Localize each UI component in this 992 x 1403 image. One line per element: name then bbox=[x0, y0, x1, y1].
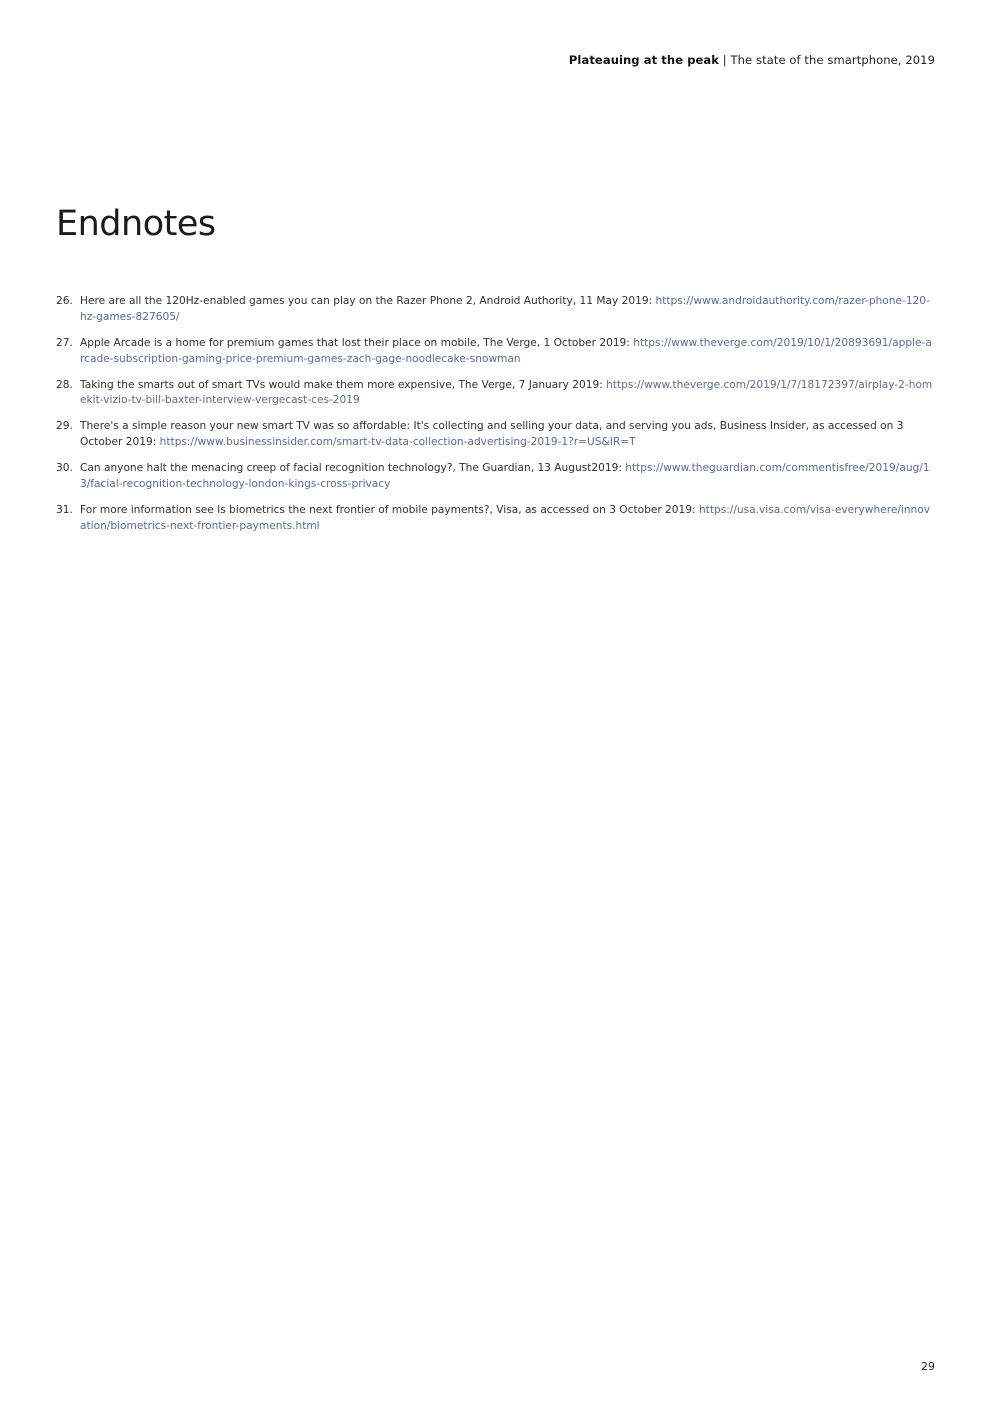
header-separator: | bbox=[719, 53, 731, 67]
endnote-text: Apple Arcade is a home for premium games that lost their place on mobile, The Verge, 1 October 2019: bbox=[80, 336, 634, 349]
endnote-link[interactable]: https://www.businessinsider.com/smart-tv-data-collection-advertising-2019-1?r=US&IR=T bbox=[159, 436, 636, 449]
endnote-text: There's a simple reason your new smart TV was so affordable: It's collecting and selling your data, and serving you ads, Business Insider, as accessed on 3 October 2019: bbox=[80, 420, 904, 449]
running-header bbox=[569, 53, 935, 67]
endnote-link[interactable]: https://usa.visa.com/visa-everywhere/innovation/biometrics-next-frontier-payments.html bbox=[80, 503, 931, 532]
endnote-item bbox=[56, 294, 936, 326]
endnotes-list bbox=[56, 294, 936, 545]
endnote-text: Taking the smarts out of smart TVs would make them more expensive, The Verge, 7 January 2019: bbox=[80, 378, 607, 391]
endnote-link[interactable]: https://www.theguardian.com/commentisfree/2019/aug/13/facial-recognition-technology-london-kings-cross-privacy bbox=[80, 462, 930, 490]
endnote-number: 26. bbox=[56, 295, 73, 307]
endnote-text: Here are all the 120Hz-enabled games you can play on the Razer Phone 2, Android Authority, 11 May 2019: bbox=[80, 295, 656, 307]
endnote-number: 30. bbox=[56, 462, 73, 475]
report-subtitle: The state of the smartphone, 2019 bbox=[730, 53, 935, 67]
endnote-item bbox=[56, 503, 936, 535]
endnote-text: Can anyone halt the menacing creep of facial recognition technology?, The Guardian, 13 August2019: bbox=[80, 462, 626, 475]
endnote-item bbox=[56, 378, 936, 410]
endnote-item bbox=[56, 419, 936, 451]
endnote-item bbox=[56, 336, 936, 368]
endnote-number: 28. bbox=[56, 378, 73, 391]
page-title: Endnotes bbox=[56, 204, 216, 244]
endnote-number: 29. bbox=[56, 420, 73, 433]
endnote-link[interactable]: https://www.theverge.com/2019/1/7/18172397/airplay-2-homekit-vizio-tv-bill-baxter-interview-vergecast-ces-2019 bbox=[80, 378, 933, 407]
endnote-link[interactable]: https://www.theverge.com/2019/10/1/20893691/apple-arcade-subscription-gaming-price-premium-games-zach-gage-noodlecake-snowman bbox=[80, 336, 932, 365]
endnote-text: For more information see Is biometrics the next frontier of mobile payments?, Visa, as accessed on 3 October 2019: bbox=[80, 503, 699, 516]
endnote-number: 31. bbox=[56, 503, 73, 516]
endnote-link[interactable]: https://www.androidauthority.com/razer-phone-120-hz-games-827605/ bbox=[80, 295, 930, 323]
endnote-number: 27. bbox=[56, 336, 73, 349]
page-number: 29 bbox=[921, 1360, 935, 1373]
endnote-item bbox=[56, 461, 936, 493]
report-title: Plateauing at the peak bbox=[568, 53, 720, 67]
